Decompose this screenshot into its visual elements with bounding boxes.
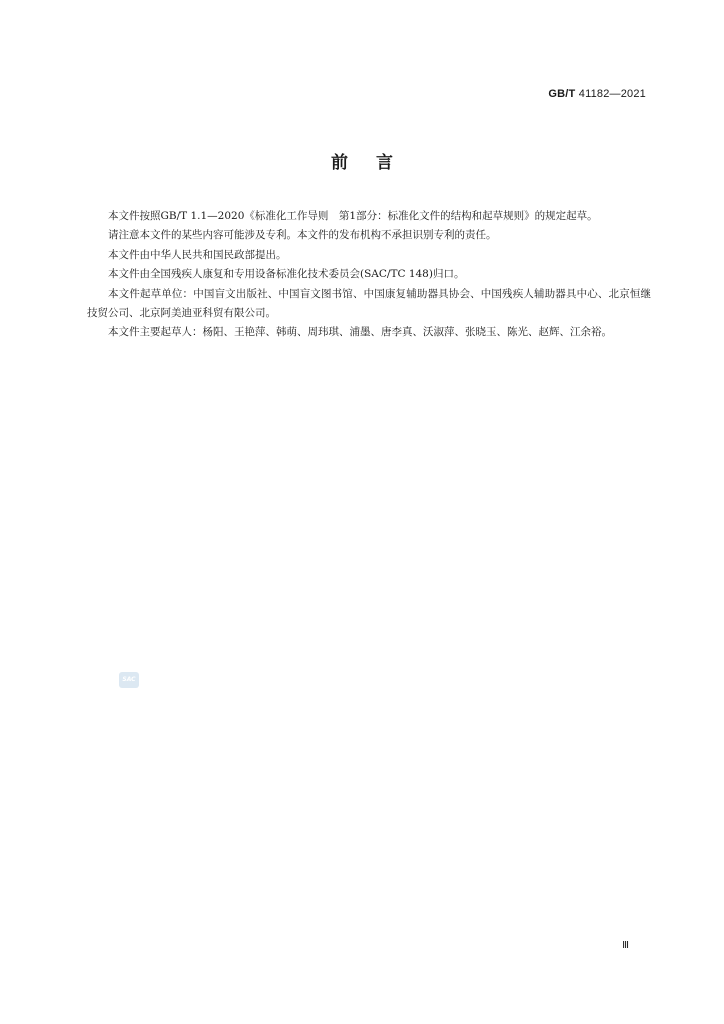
standard-code-prefix: GB/T	[548, 88, 576, 100]
paragraph-proposer: 本文件由中华人民共和国民政部提出。	[108, 248, 287, 261]
paragraph-drafters: 本文件主要起草人：杨阳、王艳萍、韩萌、周玮琪、浦墨、唐李真、沃淑萍、张晓玉、陈光、赵辉、江余裕。	[108, 326, 612, 339]
standard-code	[548, 88, 646, 100]
sac-watermark-logo: SAC	[119, 672, 139, 688]
standard-code-number: 41182—2021	[578, 88, 646, 100]
paragraph-drafting-units: 本文件起草单位：中国盲文出版社、中国盲文图书馆、中国康复辅助器具协会、中国残疾人辅助器具中心、北京恒继技贸公司、北京阿美迪亚科贸有限公司。	[87, 287, 651, 320]
page-number: Ⅲ	[622, 940, 629, 951]
foreword-body	[87, 207, 651, 343]
paragraph-committee: 本文件由全国残疾人康复和专用设备标准化技术委员会(SAC/TC 148)归口。	[108, 268, 465, 281]
paragraph-drafting-rules: 本文件按照GB/T 1.1—2020《标准化工作导则 第1部分：标准化文件的结构和起草规则》的规定起草。	[108, 210, 598, 222]
paragraph-patent-notice: 请注意本文件的某些内容可能涉及专利。本文件的发布机构不承担识别专利的责任。	[108, 229, 497, 242]
page-title: 前言	[331, 153, 421, 173]
